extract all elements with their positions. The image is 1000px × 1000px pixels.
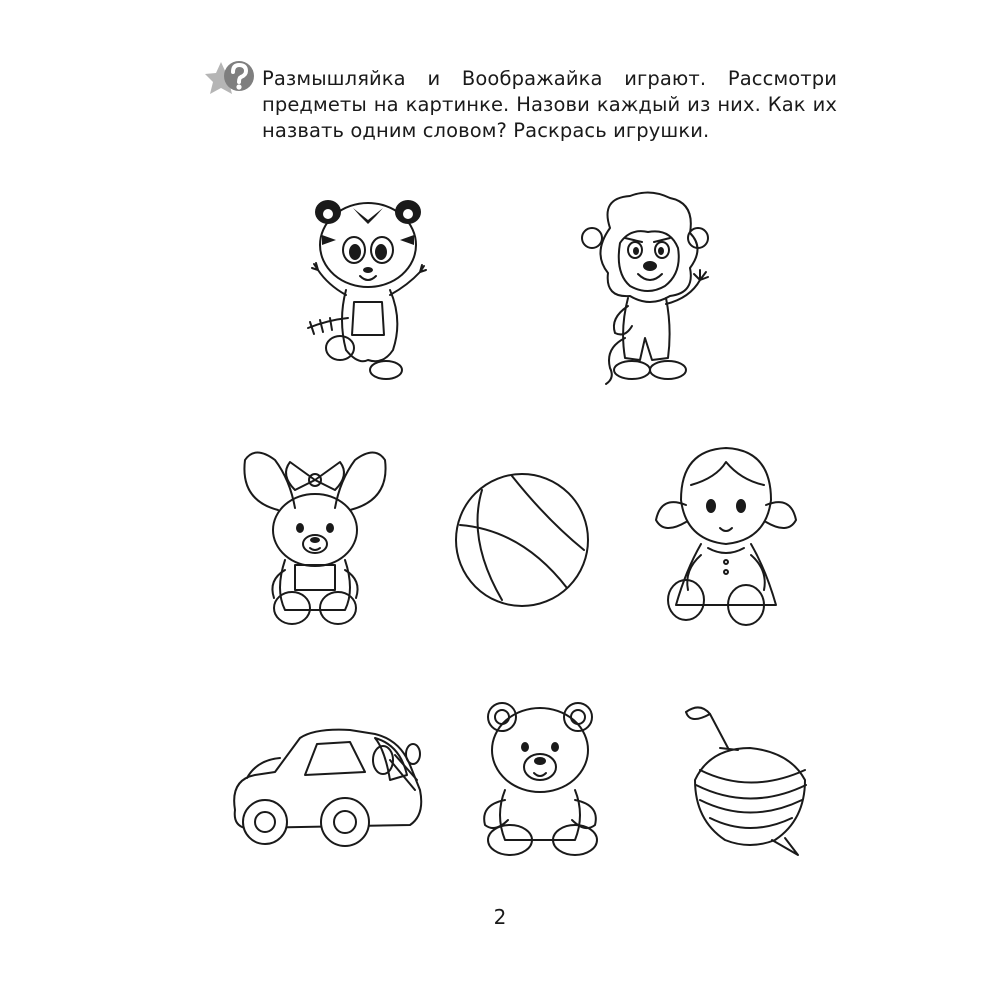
doll-girl-icon <box>646 440 806 630</box>
tiger-cub-icon <box>298 190 438 385</box>
bunny-with-bow-icon <box>240 440 390 630</box>
lion-cub-icon <box>570 188 720 388</box>
page-number: 2 <box>493 905 507 929</box>
star-question-icon <box>205 58 255 102</box>
spinning-top-icon <box>680 700 820 865</box>
teddy-bear-icon <box>470 695 615 860</box>
ball-icon <box>452 470 592 610</box>
toy-car-icon <box>225 720 430 850</box>
task-instruction: Размышляйка и Воображайка играют. Рассмотри предметы на картинке. Назови каждый из них. Как их назвать одним словом? Раскрась игрушки. <box>262 67 837 142</box>
